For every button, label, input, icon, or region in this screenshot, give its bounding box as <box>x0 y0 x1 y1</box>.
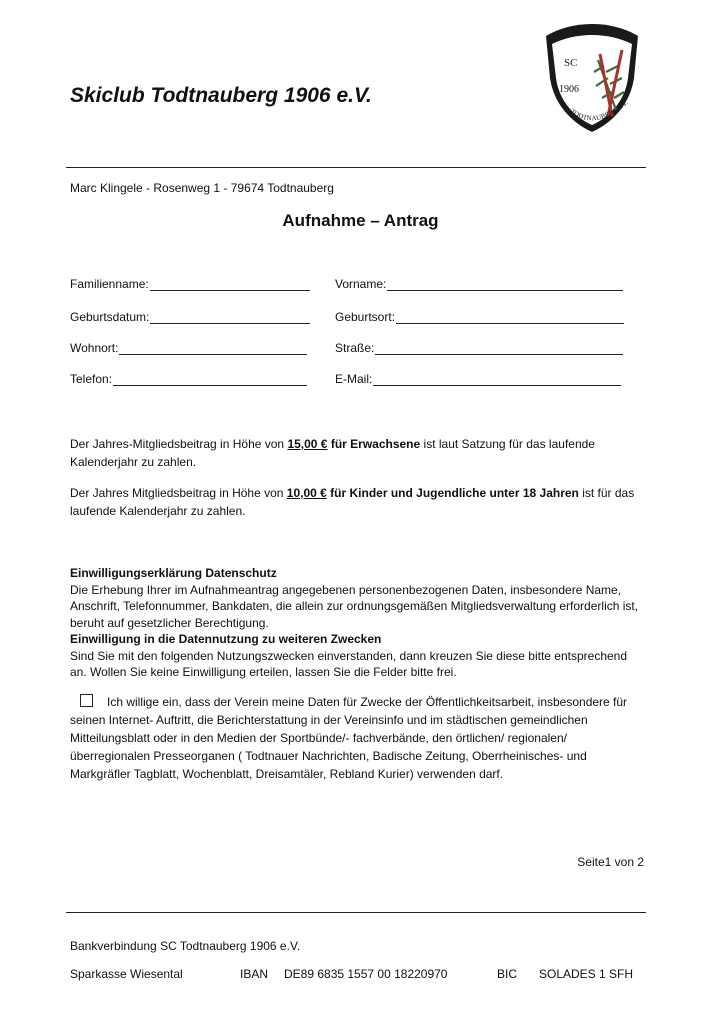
bic-value: SOLADES 1 SFH <box>539 967 634 981</box>
footer-divider <box>66 912 646 913</box>
club-name: Skiclub Todtnauberg 1906 e.V. <box>70 84 372 107</box>
fee-youth-amount: 10,00 € <box>286 486 327 500</box>
fee-adult-amount: 15,00 € <box>287 437 328 451</box>
field-wohnort-line[interactable] <box>119 342 307 355</box>
field-geburtsort-label: Geburtsort: <box>335 310 396 324</box>
field-vorname-line[interactable] <box>387 278 623 291</box>
logo-text-club: TODTNAUBERG e.V. <box>568 98 630 123</box>
field-geburtsort[interactable] <box>335 310 624 324</box>
fee-youth-before: Der Jahres Mitgliedsbeitrag in Höhe von <box>70 486 287 500</box>
privacy-section <box>70 565 645 681</box>
consent-text: Ich willige ein, dass der Verein meine Daten für Zwecke der Öffentlichkeitsarbeit, insbesondere für seinen Internet- Auftritt, die Berichterstattung in der Vereinsinfo und im städtischen gemeindlichen Mitteilungsblatt oder in den Medien der Sportbünde/- fachverbände, den örtlichen/ regionalen/ überregionalen Presseorganen ( Todtnauer Nachrichten, Badische Zeitung, Oberrheinisches- und Markgräfler Tagblatt, Wochenblatt, Dreisamtäler, Rebland Kurier) verwenden darf. <box>70 695 628 781</box>
field-familienname-line[interactable] <box>150 278 310 291</box>
privacy-text: Die Erhebung Ihrer im Aufnahmeantrag angegebenen personenbezogenen Daten, insbesondere Name, Anschrift, Telefonnummer, Bankdaten, die allein zur ordnungsgemäßen Mitgliedsverwaltung erforderlich ist, beruht auf gesetzlicher Berechtigung. <box>70 582 639 630</box>
iban-value: DE89 6835 1557 00 18220970 <box>284 967 448 981</box>
sender-address: Marc Klingele - Rosenweg 1 - 79674 Todtnauberg <box>70 181 334 195</box>
bic-label: BIC <box>497 967 518 981</box>
privacy-heading: Einwilligungserklärung Datenschutz <box>70 566 277 580</box>
header-divider <box>66 167 646 168</box>
field-strasse-line[interactable] <box>375 342 623 355</box>
iban-label: IBAN <box>240 967 269 981</box>
form-title: Aufnahme – Antrag <box>282 211 439 230</box>
fee-adult-after: ist laut Satzung für das laufende Kalenderjahr zu zahlen. <box>70 437 595 469</box>
fee-youth-group: für Kinder und Jugendliche unter 18 Jahren <box>326 486 579 500</box>
field-email-line[interactable] <box>373 373 621 386</box>
privacy-subtext: Sind Sie mit den folgenden Nutzungszwecken einverstanden, dann kreuzen Sie diese bitte entsprechend an. Wollen Sie keine Einwilligung erteilen, lassen Sie die Felder bitte frei. <box>70 648 628 679</box>
field-geburtsort-line[interactable] <box>396 311 624 324</box>
field-wohnort-label: Wohnort: <box>70 341 119 355</box>
field-geburtsdatum-label: Geburtsdatum: <box>70 310 150 324</box>
fee-adult-group: für Erwachsene <box>327 437 421 451</box>
field-geburtsdatum-line[interactable] <box>150 311 310 324</box>
field-telefon-label: Telefon: <box>70 372 113 386</box>
field-geburtsdatum[interactable] <box>70 310 310 324</box>
fee-youth-after: ist für das laufende Kalenderjahr zu zahlen. <box>70 486 635 518</box>
field-vorname-label: Vorname: <box>335 277 387 291</box>
privacy-subheading: Einwilligung in die Datennutzung zu weiteren Zwecken <box>70 632 382 646</box>
logo-text-sc: SC <box>564 57 578 69</box>
fee-adult-before: Der Jahres-Mitgliedsbeitrag in Höhe von <box>70 437 288 451</box>
field-email[interactable] <box>335 372 621 386</box>
bank-title: Bankverbindung SC Todtnauberg 1906 e.V. <box>70 939 301 953</box>
fee-youth <box>70 484 645 520</box>
field-telefon-line[interactable] <box>113 373 307 386</box>
page-number: Seite1 von 2 <box>577 855 644 869</box>
field-strasse[interactable] <box>335 341 623 355</box>
field-familienname[interactable] <box>70 277 310 291</box>
field-strasse-label: Straße: <box>335 341 375 355</box>
consent-block <box>70 693 645 783</box>
bank-name: Sparkasse Wiesental <box>70 967 183 981</box>
field-vorname[interactable] <box>335 277 623 291</box>
club-logo <box>532 20 650 136</box>
fee-adult <box>70 435 645 471</box>
field-telefon[interactable] <box>70 372 307 386</box>
field-email-label: E-Mail: <box>335 372 373 386</box>
field-familienname-label: Familienname: <box>70 277 149 291</box>
logo-text-year: 1906 <box>559 84 579 95</box>
consent-checkbox[interactable] <box>80 694 93 707</box>
field-wohnort[interactable] <box>70 341 307 355</box>
